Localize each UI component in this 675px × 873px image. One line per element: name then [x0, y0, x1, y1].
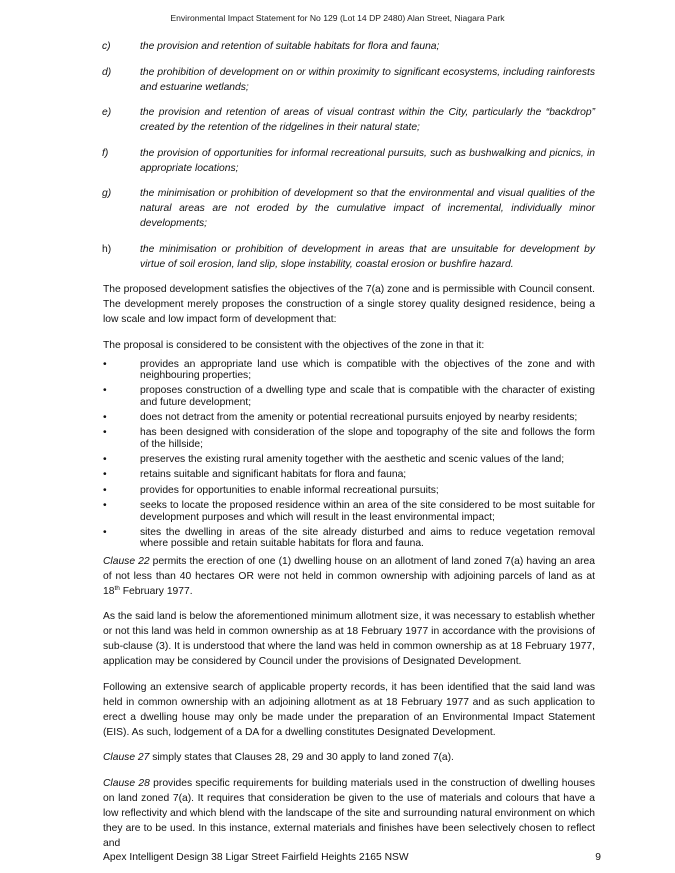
bullet-icon: •	[103, 469, 107, 481]
objective-label: e)	[102, 107, 112, 118]
bullet-icon: •	[103, 484, 107, 496]
objective-text: the provision and retention of areas of visual contrast within the City, particularly the “backdrop” created by the retention of the ridgelines in their natural state;	[140, 107, 595, 133]
paragraph-consistent: The proposal is considered to be consistent with the objectives of the zone in that it:	[103, 339, 485, 351]
clause-27-text: simply states that Clauses 28, 29 and 30 apply to land zoned 7(a).	[149, 752, 454, 764]
objective-text: the provision and retention of suitable habitats for flora and fauna;	[140, 41, 440, 52]
bullet-text: retains suitable and significant habitats for flora and fauna;	[140, 469, 407, 481]
clause-22-text-end: February 1977.	[119, 585, 193, 597]
objective-label: d)	[102, 66, 112, 78]
bullet-icon: •	[103, 427, 107, 439]
clause-22-sup: th	[114, 584, 120, 592]
paragraph-clause-28	[103, 776, 595, 851]
bullet-list	[103, 359, 595, 550]
bullet-item	[103, 412, 595, 424]
page-number: 9	[595, 852, 601, 863]
objective-text: the prohibition of development on or within proximity to significant ecosystems, including rainforests and estuarine wetlands;	[140, 66, 595, 93]
objective-label: h)	[102, 243, 112, 255]
bullet-text: proposes construction of a dwelling type and scale that is compatible with the character of existing and future development;	[140, 385, 595, 408]
bullet-icon: •	[103, 358, 107, 370]
bullet-icon: •	[103, 526, 107, 538]
objective-text: the minimisation or prohibition of development in areas that are unsuitable for development by virtue of soil erosion, land slip, slope instability, coastal erosion or bushfire hazard.	[140, 243, 595, 270]
bullet-item	[103, 485, 595, 497]
paragraph-clause-27	[103, 750, 595, 765]
objective-label: g)	[102, 188, 112, 199]
objective-text: the provision of opportunities for informal recreational pursuits, such as bushwalking and picnics, in appropriate locations;	[140, 147, 595, 174]
paragraph-satisfies: The proposed development satisfies the objectives of the 7(a) zone and is permissible with Council consent. The development merely proposes the construction of a single storey quality designed residence, being a low scale and low impact form of development that:	[103, 284, 595, 325]
bullet-item	[103, 454, 595, 466]
bullet-text: does not detract from the amenity or potential recreational pursuits enjoyed by nearby residents;	[140, 412, 578, 424]
paragraph-allotment: As the said land is below the aforementioned minimum allotment size, it was necessary to establish whether or not this land was held in common ownership as at 18 February 1977 in accordance with the provisions of sub-clause (3). It is understood that where the land was held in common ownership as at 18 February 1977, application may be considered by Council under the provisions of Designated Development.	[103, 611, 595, 668]
bullet-item	[103, 527, 595, 550]
objective-item	[103, 105, 595, 135]
bullet-icon: •	[103, 454, 107, 466]
page-header: Environmental Impact Statement for No 129 (Lot 14 DP 2480) Alan Street, Niagara Park	[170, 13, 505, 23]
objective-item	[103, 39, 595, 54]
document-body	[103, 39, 595, 861]
clause-28-text: provides specific requirements for building materials used in the construction of dwelling houses on land zoned 7(a). It requires that consideration be given to the use of materials and colours that have a low reflectivity and which blend with the landscape of the site and surrounding natural environment on which they are to be used. In this instance, external materials and finishes have been selectively chosen to reflect and	[103, 777, 595, 849]
paragraph-search: Following an extensive search of applicable property records, it has been identified that the said land was held in common ownership with an adjoining allotment as at 18 February 1977 and as such application to erect a dwelling house may only be made under the preparation of an Environmental Impact Statement (EIS). As such, lodgement of a DA for a dwelling constitutes Designated Development.	[103, 681, 595, 738]
footer-company: Apex Intelligent Design 38 Ligar Street Fairfield Heights 2165 NSW	[103, 852, 409, 863]
bullet-text: seeks to locate the proposed residence within an area of the site considered to be most suitable for development purposes and which will result in the least environmental impact;	[140, 500, 595, 523]
bullet-item	[103, 359, 595, 382]
paragraph-clause-22	[103, 554, 595, 599]
bullet-item	[103, 427, 595, 450]
page-footer	[103, 851, 601, 864]
bullet-text: has been designed with consideration of the slope and topography of the site and follows the form of the hillside;	[140, 427, 595, 450]
objective-item	[103, 146, 595, 176]
objective-item	[103, 186, 595, 231]
clause-28-label: Clause 28	[103, 777, 150, 789]
objective-item	[103, 242, 595, 272]
bullet-item	[103, 500, 595, 523]
bullet-icon: •	[103, 385, 107, 397]
bullet-text: sites the dwelling in areas of the site already disturbed and aims to reduce vegetation removal where possible and retain suitable habitats for flora and fauna.	[140, 526, 595, 550]
clause-27-label: Clause 27	[103, 752, 150, 764]
bullet-item	[103, 385, 595, 408]
objective-label: f)	[102, 147, 109, 159]
objective-text: the minimisation or prohibition of development so that the environmental and visual qualities of the natural areas are not eroded by the cumulative impact of incremental, individually minor developments;	[140, 188, 595, 229]
objectives-list	[103, 39, 595, 272]
bullet-icon: •	[103, 412, 107, 424]
bullet-text: preserves the existing rural amenity together with the aesthetic and scenic values of the land;	[140, 454, 565, 466]
objective-item	[103, 65, 595, 95]
clause-22-text: permits the erection of one (1) dwelling house on an allotment of land zoned 7(a) having an area of not less than 40 hectares OR were not held in common ownership with adjoining parcels of land as at 18	[103, 555, 595, 597]
bullet-icon: •	[103, 500, 107, 512]
bullet-text: provides for opportunities to enable informal recreational pursuits;	[140, 484, 439, 496]
clause-22-label: Clause 22	[103, 555, 150, 567]
bullet-item	[103, 469, 595, 481]
bullet-text: provides an appropriate land use which is compatible with the objectives of the zone and with neighbouring properties;	[140, 358, 595, 381]
objective-label: c)	[102, 41, 111, 52]
